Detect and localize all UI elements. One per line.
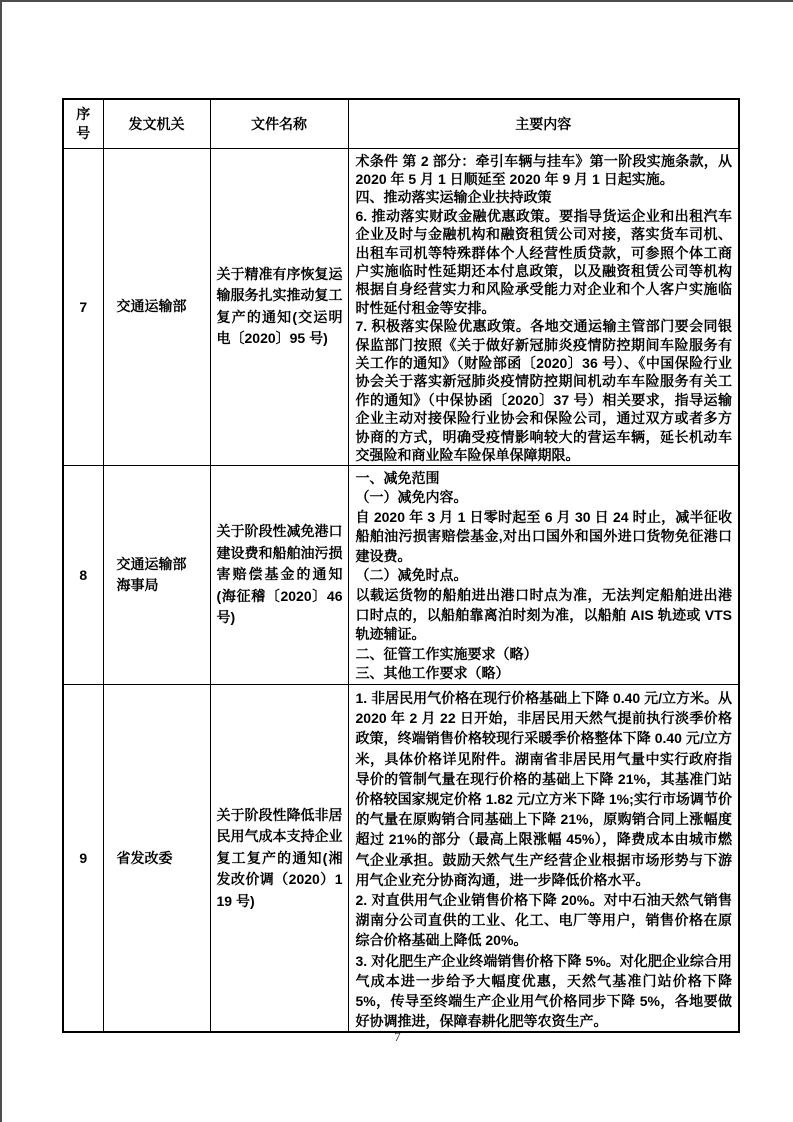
table-row-8 <box>63 465 739 685</box>
content-paragraph: 二、征管工作实施要求（略） <box>355 645 538 662</box>
agency-cell: 省发改委 <box>103 685 210 1033</box>
content-paragraph: 以载运货物的船舶进出港口时点为准，无法判定船舶进出港口时点的，以船舶靠离泊时刻为准，以船舶 AIS 轨迹或 VTS 轨迹辅证。 <box>355 587 732 643</box>
header-seq-label: 序号 <box>76 105 91 141</box>
content-paragraph: 2. 对直供用气企业销售价格下降 20%。对中石油天然气销售湖南分公司直供的工业、化工、电厂等用户，销售价格在原综合价格基础上降低 20%。 <box>355 892 732 949</box>
seq-cell: 8 <box>63 465 103 685</box>
content-paragraph: 3. 对化肥生产企业终端销售价格下降 5%。对化肥企业综合用气成本进一步给予大幅度优惠，天然气基准门站价格下降 5%，传导至终端生产企业用气价格同步下降 5%，各地要做好协调推进，保障春耕化肥等农资生产。 <box>355 952 732 1030</box>
content-cell <box>348 148 739 465</box>
doc-name-cell: 关于阶段性减免港口建设费和船舶油污损害赔偿基金的通知(海征稽〔2020〕46 号) <box>210 465 348 685</box>
content-paragraph: 一、减免范围 <box>355 469 440 486</box>
seq-cell: 7 <box>63 148 103 465</box>
table-header-row <box>63 99 739 148</box>
doc-name-cell: 关于精准有序恢复运输服务扎实推动复工复产的通知(交运明电〔2020〕95 号) <box>210 148 348 465</box>
header-agency: 发文机关 <box>103 99 210 148</box>
content-paragraph: 7. 积极落实保险优惠政策。各地交通运输主管部门要会同银保监部门按照《关于做好新冠肺炎疫情防控期间车险服务有关工作的通知》（财险部函〔2020〕36 号）、《中国保险行业协会关于落实新冠肺炎疫情防控期间机动车车险服务有关工作的通知》（中保协函〔2020〕37 号）相关要求，指导运输企业主动对接保险行业协会和保险公司，通过双方或者多方协商的方式，明确受疫情影响较大的营运车辆，延长机动车交强险和商业险车险保单保障期限。 <box>355 318 732 463</box>
content-paragraph: 四、推动落实运输企业扶持政策 <box>355 189 552 206</box>
table-row-7 <box>63 148 739 465</box>
table-row-9 <box>63 685 739 1033</box>
content-paragraph: （一）减免内容。 <box>355 489 468 506</box>
content-paragraph: 术条件 第 2 部分：牵引车辆与挂车》第一阶段实施条款，从 2020 年 5 月 1 日顺延至 2020 年 9 月 1 日起实施。 <box>355 152 732 187</box>
policy-document-table <box>62 98 740 1033</box>
content-cell <box>348 685 739 1033</box>
content-cell <box>348 465 739 685</box>
content-paragraph: （二）减免时点。 <box>355 567 468 584</box>
agency-cell: 交通运输部海事局 <box>103 465 210 685</box>
header-doc-name: 文件名称 <box>210 99 348 148</box>
header-seq <box>63 99 103 148</box>
header-main-content: 主要内容 <box>348 99 739 148</box>
agency-cell: 交通运输部 <box>103 148 210 465</box>
seq-cell: 9 <box>63 685 103 1033</box>
content-paragraph: 自 2020 年 3 月 1 日零时起至 6 月 30 日 24 时止，减半征收船舶油污损害赔偿基金,对出口国外和国外进口货物免征港口建设费。 <box>355 508 732 564</box>
content-paragraph: 6. 推动落实财政金融优惠政策。要指导货运企业和出租汽车企业及时与金融机构和融资租赁公司对接，落实货车司机、出租车司机等特殊群体个人经营性质贷款，可参照个体工商户实施临时性延期还本付息政策，以及融资租赁公司等机构根据自身经营实力和风险承受能力对企业和个人客户实施临时性延付租金等安排。 <box>355 207 732 316</box>
doc-name-cell: 关于阶段性降低非居民用气成本支持企业复工复产的通知(湘发改价调（2020）119 号) <box>210 685 348 1033</box>
content-paragraph: 1. 非居民用气价格在现行价格基础上下降 0.40 元/立方米。从 2020 年 2 月 22 日开始，非居民用天然气提前执行淡季价格政策，终端销售价格较现行采暖季价格整体下降 0.40 元/立方米，具体价格详见附件。湖南省非居民用气量中实行政府指导价的管制气量在现行价格的基础上下降 21%，其基准门站价格较国家规定价格 1.82 元/立方米下降 1%;实行市场调节价的气量在原购销合同基础上下降 21%，原购销合同上涨幅度超过 21%的部分（最高上限涨幅 45%），降费成本由城市燃气企业承担。鼓励天然气生产经营企业根据市场形势与下游用气企业充分协商沟通，进一步降低价格水平。 <box>355 690 732 888</box>
content-paragraph: 三、其他工作要求（略） <box>355 665 510 682</box>
page-number: 7 <box>394 1029 401 1044</box>
